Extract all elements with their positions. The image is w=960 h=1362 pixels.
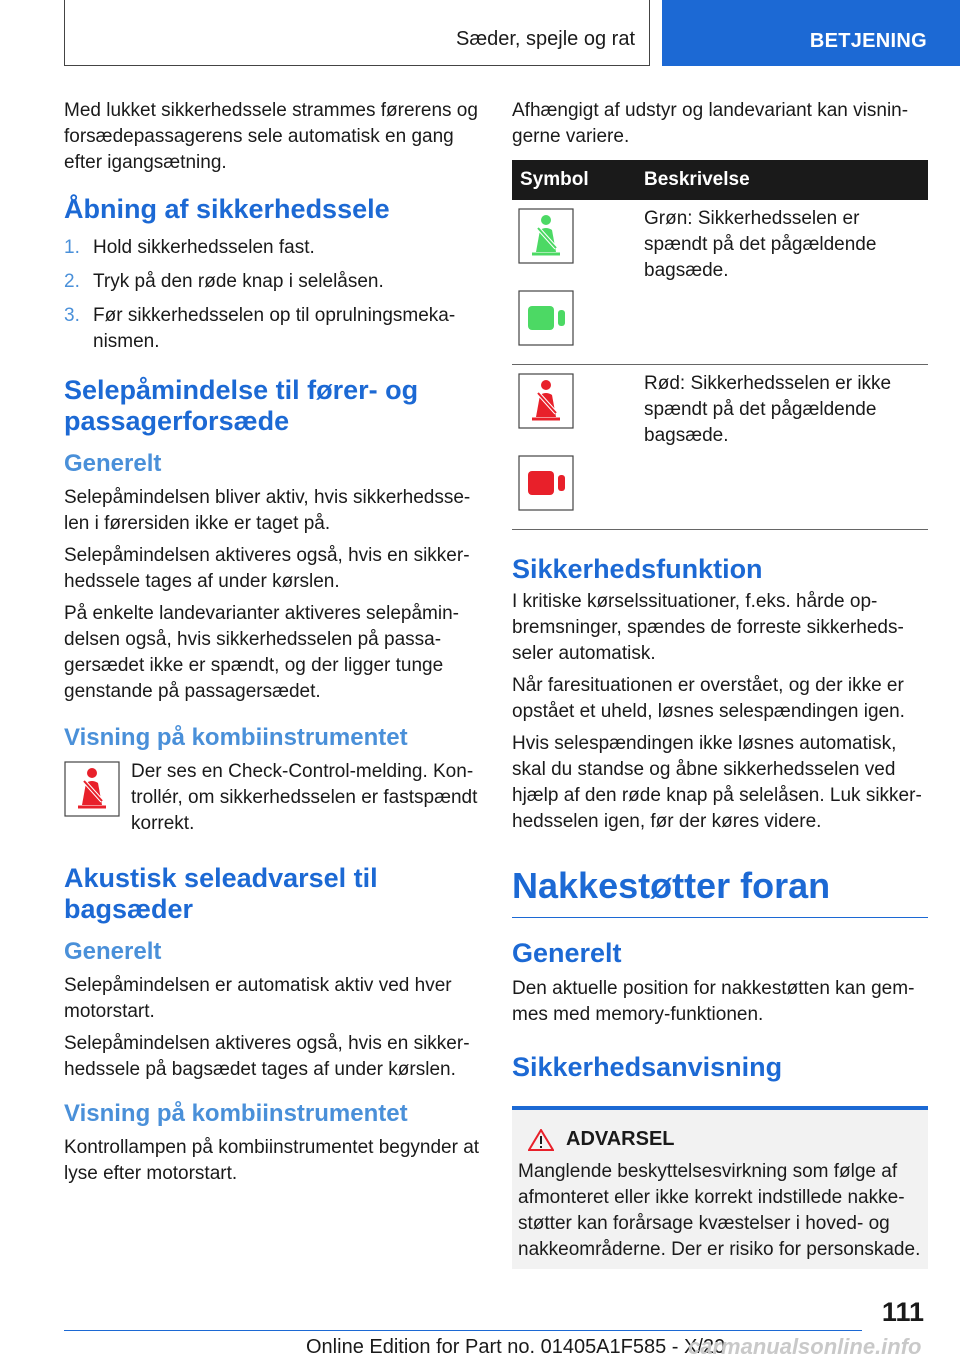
step-item: 1. Hold sikkerhedsselen fast. [64,237,315,258]
safety-paragraph: I kritiske kørselssituationer, f.eks. hårde opbremsninger, spændes de forreste sikkerhedsseler automatisk. [512,591,904,664]
header-chapter-tab[interactable] [662,0,960,66]
acoustic-paragraph: Selepåmindelsen er automatisk aktiv ved hver motorstart. [64,975,452,1022]
page-number: 111 [881,1297,924,1327]
display-subheading: Visning på kombiinstrumentet [64,1100,408,1127]
table-header-row [512,160,928,200]
open-belt-heading: Åbning af sikkerhedssele [64,194,390,224]
variant-intro: Afhængigt af udstyr og landevariant kan visningerne variere. [512,100,909,147]
seatbelt-warning-icon [64,761,120,817]
footer-watermark: carmanualsonline.info [688,1334,922,1359]
left-column [64,98,484,1193]
display-indicator-text: Der ses en Check-Control-melding. Kontrollér, om sikkerhedsselen er fastspændt korrekt. [131,761,478,834]
symbol-cell [512,365,640,530]
symbol-cell [512,200,640,365]
acoustic-heading: Akustisk seleadvarsel til bagsæder [64,863,378,924]
acoustic-paragraph: Selepåmindelsen aktiveres også, hvis en sikkerhedssele på bagsædet tages af under kørslen. [64,1033,470,1080]
seatbelt-fastened-green-icon [518,208,574,264]
display-indicator-row [64,759,484,837]
intro-paragraph: Med lukket sikkerhedssele strammes førerens og forsædepassagerens sele automatisk en gang efter igangsætning. [64,100,478,173]
footer-edition: Online Edition for Part no. 01405A1F585 - X/20 [306,1336,726,1358]
description-cell: Grøn: Sikkerhedsselen er spændt på det pågældende bagsæde. [640,200,928,365]
right-column [512,98,928,1269]
warning-text: Manglende beskyttelsesvirkning som følge af afmonteret eller ikke korrekt indstillede nakkestøtter kan forårsage kvæstelser i hoved- og nakkeområderne. Der er risiko for personskade. [518,1161,921,1260]
warning-title-row [528,1128,922,1151]
general-subheading: Generelt [64,938,162,965]
display-subheading: Visning på kombiinstrumentet [64,724,408,751]
headrest-paragraph: Den aktuelle position for nakkestøtten kan gemmes med memory-funktionen. [512,978,915,1025]
header-section-box [64,0,650,66]
seatbelt-unfastened-red-icon [518,373,574,429]
symbol-table [512,160,928,530]
warning-triangle-icon [528,1129,554,1151]
safety-paragraph: Hvis selespændingen ikke løsnes automatisk, skal du standse og åbne sikkerhedsselen ved hjælp af den røde knap på selelåsen. Luk sikkerhedsselen igen, før der køres videre. [512,733,922,832]
header-chapter-title: BETJENING [809,30,927,52]
rear-seat-red-lamp-icon [518,455,574,511]
footer-divider [64,1330,862,1331]
reminder-paragraph: Selepåmindelsen bliver aktiv, hvis sikkerhedsselen i førersiden ikke er taget på. [64,487,471,534]
column-header-symbol: Symbol [512,160,640,200]
warning-title: ADVARSEL [566,1128,675,1150]
open-belt-steps [64,235,484,355]
step-item: 3. Før sikkerhedsselen op til oprulningsmekanismen. [64,305,456,352]
column-header-description: Beskrivelse [640,160,928,200]
description-cell: Rød: Sikkerhedsselen er ikke spændt på det pågældende bagsæde. [640,365,928,530]
safety-function-heading: Sikkerhedsfunktion [512,554,763,584]
display-paragraph: Kontrollampen på kombiinstrumentet begynder at lyse efter motorstart. [64,1137,480,1184]
table-row [512,200,928,365]
reminder-paragraph: På enkelte landevarianter aktiveres selepåmindelsen også, hvis sikkerhedsselen på passagersædet ikke er spændt, og der ligger tunge genstande på passagersædet. [64,603,459,702]
rear-seat-green-lamp-icon [518,290,574,346]
general-subheading: Generelt [512,938,622,968]
header-section-title: Sæder, spejle og rat [456,28,635,50]
safety-paragraph: Når faresituationen er overstået, og der ikke er opstået et uheld, løsnes selespændingen igen. [512,675,905,722]
headrest-heading: Nakkestøtter foran [512,863,928,918]
general-subheading: Generelt [64,450,162,477]
table-row [512,365,928,530]
reminder-paragraph: Selepåmindelsen aktiveres også, hvis en sikkerhedssele tages af under kørslen. [64,545,470,592]
safety-notes-heading: Sikkerhedsanvisning [512,1052,783,1082]
reminder-heading: Selepåmindelse til fører- og passagerforsæde [64,375,419,436]
step-item: 2. Tryk på den røde knap i selelåsen. [64,271,384,292]
warning-box [512,1106,928,1269]
